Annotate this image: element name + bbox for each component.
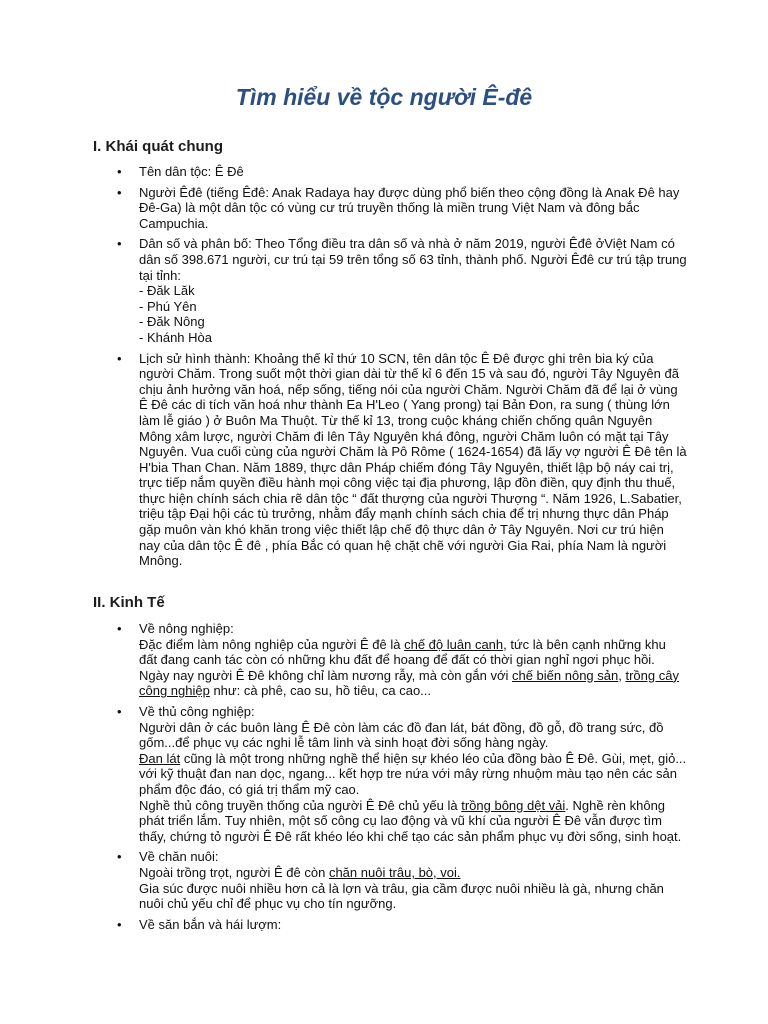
paragraph	[139, 865, 687, 881]
item-label: • Về nông nghiệp:	[139, 621, 234, 636]
list-item-definition	[117, 185, 687, 232]
economy-list	[117, 621, 687, 937]
text-run: ,	[618, 667, 626, 683]
list-item-agriculture	[117, 621, 687, 699]
list-item-history	[117, 351, 687, 569]
province-item: - Đăk Nông	[139, 314, 205, 330]
list-item-population	[117, 236, 687, 345]
text-run: . Nghề rèn không phát triển lắm. Tuy nhiên, một số công cụ lao động và vũ khí của người Ê Đê vẫn được tìm thấy, chứng tỏ người Ê Đê rất khéo léo khi chế tạo các sản phẩm phục vụ đời sống, sinh hoạt.	[139, 797, 682, 844]
list-item-text: Người Êđê (tiếng Êđê: Anak Radaya hay được dùng phổ biến theo cộng đồng là Anak Đê hay Đê-Ga) là một dân tộc có vùng cư trú truyền thống là miền trung Việt Nam và đông bắc Campuchia.	[139, 184, 680, 231]
text-run: Đặc điểm làm nông nghiệp của người Ê đê là	[139, 636, 405, 652]
item-label: • Về săn bắn và hái lượm:	[139, 916, 282, 932]
underlined-term: chăn nuôi trâu, bò, voi.	[328, 864, 461, 880]
item-label: • Về chăn nuôi:	[139, 849, 219, 865]
text-run: cũng là một trong những nghề thể hiện sự khéo léo của đồng bào Ê Đê. Gùi, mẹt, giỏ... với kỹ thuật đan nan dọc, ngang... kết hợp tre nứa với mây rừng nhuộm màu tạo nên các sản phẩm độc đáo, có giá trị thẩm mỹ cao.	[139, 750, 687, 797]
list-item-text: Tên dân tộc: Ê Đê	[139, 164, 244, 179]
list-item-ethnic-name	[117, 164, 687, 180]
list-item-text: Lịch sử hình thành: Khoảng thế kỉ thứ 10 SCN, tên dân tộc Ê Đê được ghi trên bia ký của người Chăm. Trong suốt một thời gian dài từ thế kỉ 6 đến 15 và sau đó, người Tây Nguyên đã chịu ảnh hưởng văn hoá, nếp sống, tiếng nói của người Chăm. Người Chăm đã để lại ở vùng Ê Đê các di tích văn hoá như thành Ea H'Leo ( Yang prong) tại Bản Đon, ra sung ( thùng lớn làm lễ giáo ) ở Buôn Ma Thuột. Từ thế kỉ 13, trong cuộc kháng chiến chống quân Nguyên Mông xâm lược, người Chăm đi lên Tây Nguyên khá đông, người Chăm luôn có mặt tại Tây Nguyên. Vua cuối cùng của người Chăm là Pô Rôme ( 1624-1654) đã lấy vợ người Ê Đê tên là H'bia Than Chan. Năm 1889, thực dân Pháp chiếm đóng Tây Nguyên, thiết lập bộ náy cai trị, trực tiếp nắm quyền điều hành mọi công việc tại địa phương, lập đồn điền, quy định thu thuế, thực hiện chính sách chia rẽ dân tộc “ đất thượng của người Thượng “. Năm 1926, L.Sabatier, triệu tập Đại hội các tù trưởng, nhằm đẩy mạnh chính sách chia để trị nhưng thực dân Pháp gặp muôn vàn khó khăn trong việc thiết lập chế độ thực dân ở Tây Nguyên. Nơi cư trú hiện nay của dân tộc Ê đê , phía Bắc có quan hệ chặt chẽ với người Gia Rai, phía Nam là người Mnông.	[139, 350, 687, 569]
overview-list	[117, 164, 687, 574]
document-title: Tìm hiểu về tộc người Ê-đê	[235, 84, 533, 110]
text-run: như: cà phê, cao su, hồ tiêu, ca cao...	[209, 683, 432, 699]
text-run: Ngoài trồng trọt, người Ê đê còn	[139, 864, 329, 880]
item-label: • Về thủ công nghiệp:	[139, 703, 255, 719]
underlined-term: trồng cây công nghiệp	[139, 667, 679, 699]
province-item: - Phú Yên	[139, 298, 197, 314]
paragraph	[139, 751, 687, 798]
paragraph	[139, 798, 687, 845]
underlined-term: chế biến nông sản	[511, 667, 619, 683]
text-run: Nghề thủ công truyền thống của người Ê Đê chủ yếu là	[139, 797, 462, 813]
section-heading-overview: I. Khái quát chung	[93, 138, 223, 155]
section-heading-economy: II. Kinh Tế	[93, 594, 165, 611]
text-run: , tức là bên cạnh những khu đất đang canh tác còn có những khu đất để hoang để đất có thời gian nghỉ ngơi phục hồi. Ngày nay người Ê Đê không chỉ làm nương rẫy, mà còn gắn với	[139, 636, 666, 683]
underlined-term: chế độ luân canh	[404, 636, 504, 652]
paragraph	[139, 637, 687, 699]
list-item-hunting	[117, 917, 687, 933]
paragraph: Gia súc được nuôi nhiều hơn cả là lợn và trâu, gia cầm được nuôi nhiều là gà, nhưng chăn nuôi chủ yếu chỉ để phục vụ cho tín ngưỡng.	[139, 880, 664, 912]
paragraph: Người dân ở các buôn làng Ê Đê còn làm các đồ đan lát, bát đồng, đồ gỗ, đồ trang sức, đồ gốm...để phục vụ các nghi lễ tâm linh và sinh hoạt đời sống hàng ngày.	[139, 719, 664, 751]
province-item: - Đăk Lăk	[139, 283, 195, 299]
underlined-term: Đan lát	[139, 750, 181, 766]
list-item-livestock	[117, 849, 687, 911]
list-item-handicraft	[117, 704, 687, 844]
list-item-text: Dân số và phân bố: Theo Tổng điều tra dân số và nhà ở năm 2019, người Êđê ởViệt Nam có dân số 398.671 người, cư trú tại 59 trên tổng số 63 tỉnh, thành phố. Người Êđê cư trú tập trung tại tỉnh:	[139, 236, 687, 283]
province-item: - Khánh Hòa	[139, 329, 212, 345]
underlined-term: trồng bông dệt vải	[461, 797, 566, 813]
